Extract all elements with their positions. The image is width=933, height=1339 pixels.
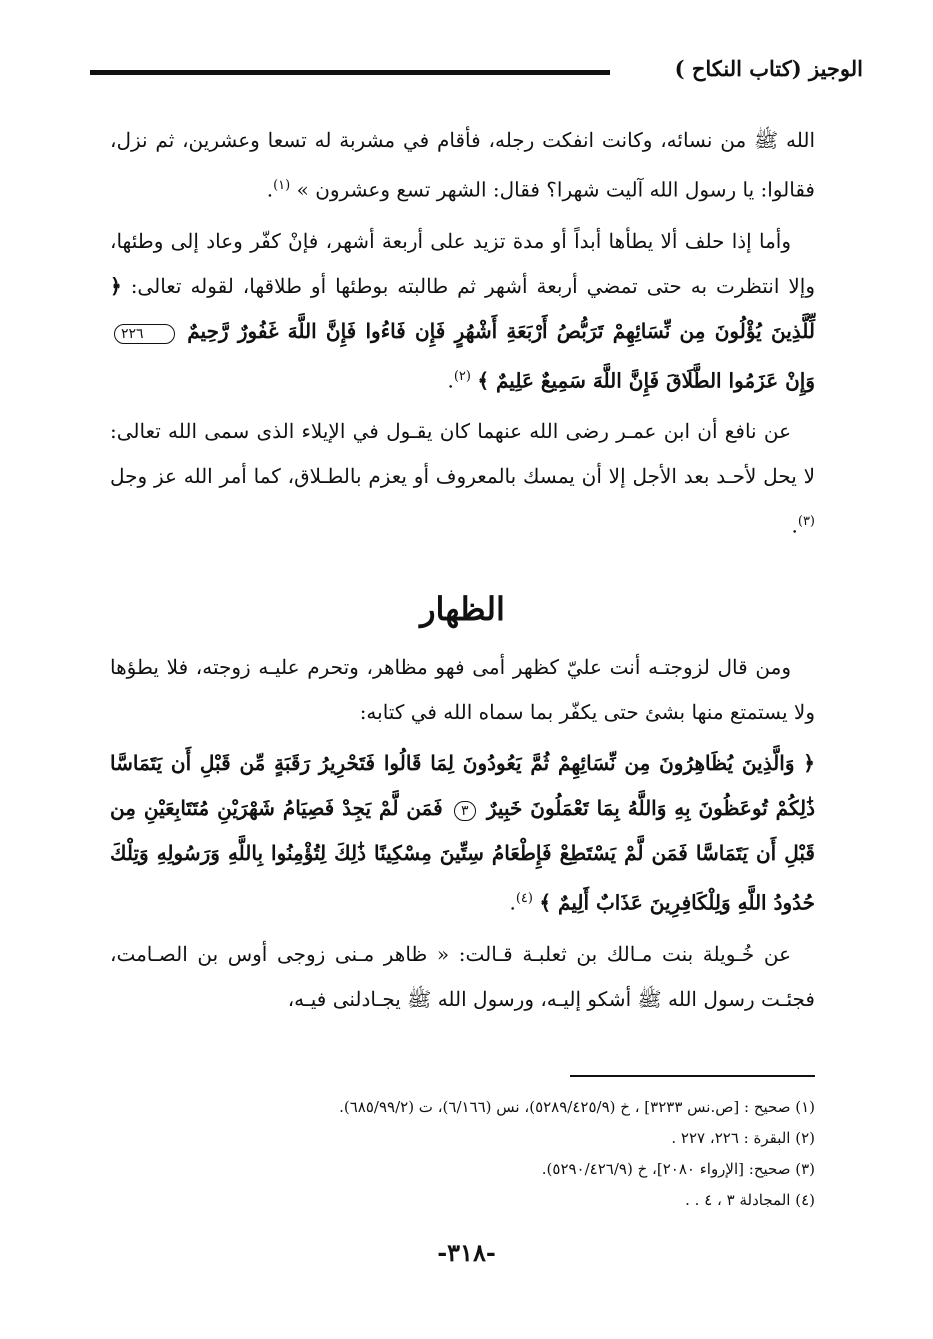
quran-verse-5-part-a: ﴿ وَالَّذِينَ يُظَاهِرُونَ مِن نِّسَائِهِمْ ثُمَّ يَعُودُونَ لِمَا قَالُوا فَتَحْرِيرُ رَقَبَةٍ مِّن قَبْلِ أَن يَتَمَاسَّا ذَٰلِكُمْ تُوعَظُونَ بِهِ وَاللَّهُ بِمَا تَعْمَلُونَ خَبِيرٌ: [110, 750, 816, 820]
footnotes: [110, 1092, 815, 1216]
paragraph-4: [110, 645, 815, 735]
footnote-ref-1: (١): [273, 178, 291, 193]
page-number: -٣١٨-: [437, 1238, 496, 1267]
running-header: [90, 52, 863, 92]
footnote-ref-3: (٣): [797, 514, 815, 530]
paragraph-3: عن نافع أن ابن عمـر رضى الله عنهما كان يقـول في الإيلاء الذى سمى الله تعالى: لا يحل لأحـد بعد الأجل إلا أن يمسك بالمعروف أو يعزم بالطـلاق، كما أمر الله عز وجل $^{(٣)}$.: [110, 419, 815, 538]
footnote-1: (١) صحيح : [ص.نس ٣٢٣٣] ، خ (٥٢٨٩/٤٢٥/٩)، نس (٦/١٦٦)، ت (٦٨٥/٩٩/٢).: [339, 1098, 815, 1116]
quran-verse-2-part-b: وَإِنْ عَزَمُوا الطَّلَاقَ فَإِنَّ اللَّهَ سَمِيعٌ عَلِيمٌ ﴾: [477, 368, 815, 393]
paragraph-6: [110, 932, 815, 1022]
footnote-ref-4: (٤): [515, 890, 533, 906]
header-title: الوجيز (كتاب النكاح ): [674, 56, 863, 81]
section-title: الظهار: [420, 589, 505, 628]
quran-verse-2-part-a: ﴿ لِّلَّذِينَ يُؤْلُونَ مِن نِّسَائِهِمْ تَرَبُّصُ أَرْبَعَةِ أَشْهُرٍ فَإِن فَاءُوا فَإِنَّ اللَّهَ غَفُورٌ رَّحِيمٌ: [110, 273, 816, 343]
header-rule: [90, 70, 610, 75]
ayah-number-3: ٣: [454, 801, 476, 821]
footnote-4: (٤) المجادلة ٣ ، ٤ . .: [685, 1191, 815, 1209]
paragraph-4-text: ومن قال لزوجتـه أنت عليّ كظهر أمى فهو مظاهر، وتحرم عليـه زوجته، فلا يطؤها ولا يستمتع منها بشئ حتى يكفّر بما سماه الله في كتابه:: [110, 654, 815, 724]
paragraph-2: وأما إذا حلف ألا يطأها أبداً أو مدة تزيد على أربعة أشهر، فإنْ كفّر وعاد إلى وطئها، وإلا انتظرت به حتى تمضي أربعة أشهر ثم طالبته بوطئها أو طلاقها، لقوله تعالى: ﴿ لِّلَّذِينَ يُؤْلُونَ مِن نِّسَائِهِمْ تَرَبُّصُ أَرْبَعَةِ أَشْهُرٍ فَإِن فَاءُوا فَإِنَّ اللَّهَ غَفُورٌ رَّحِيمٌ ٢٢٦ وَإِنْ عَزَمُوا الطَّلَاقَ فَإِنَّ اللَّهَ سَمِيعٌ عَلِيمٌ ﴾ $^{(٢)}$.: [110, 228, 816, 393]
paragraph-5: ﴿ وَالَّذِينَ يُظَاهِرُونَ مِن نِّسَائِهِمْ ثُمَّ يَعُودُونَ لِمَا قَالُوا فَتَحْرِيرُ رَقَبَةٍ مِّن قَبْلِ أَن يَتَمَاسَّا ذَٰلِكُمْ تُوعَظُونَ بِهِ وَاللَّهُ بِمَا تَعْمَلُونَ خَبِيرٌ ٣ فَمَن لَّمْ يَجِدْ فَصِيَامُ شَهْرَيْنِ مُتَتَابِعَيْنِ مِن قَبْلِ أَن يَتَمَاسَّا فَمَن لَّمْ يَسْتَطِعْ فَإِطْعَامُ سِتِّينَ مِسْكِينًا ذَٰلِكَ لِتُؤْمِنُوا بِاللَّهِ وَرَسُولِهِ وَتِلْكَ حُدُودُ اللَّهِ وَلِلْكَافِرِينَ عَذَابٌ أَلِيمٌ ﴾ $^{(٤)}$.: [110, 750, 816, 915]
quran-verse-5-part-b: فَمَن لَّمْ يَجِدْ فَصِيَامُ شَهْرَيْنِ مُتَتَابِعَيْنِ مِن قَبْلِ أَن يَتَمَاسَّا فَمَن لَّمْ يَسْتَطِعْ فَإِطْعَامُ سِتِّينَ مِسْكِينًا ذَٰلِكَ لِتُؤْمِنُوا بِاللَّهِ وَرَسُولِهِ وَتِلْكَ حُدُودُ اللَّهِ وَلِلْكَافِرِينَ عَذَابٌ أَلِيمٌ ﴾: [110, 795, 815, 915]
footnote-separator: [570, 1075, 815, 1077]
paragraph-6-text: عن خُـويلة بنت مـالك بن ثعلبـة قـالت: « ظاهر مـنى زوجى أوس بن الصـامت، فجئـت رسول الله ﷺ أشكو إليـه، ورسول الله ﷺ يجـادلنى فيـه،: [110, 941, 815, 1011]
footnote-2: (٢) البقرة : ٢٢٦، ٢٢٧ .: [671, 1129, 815, 1147]
footnote-ref-2: (٢): [453, 368, 471, 384]
main-text: [110, 118, 815, 1028]
paragraph-2-intro: وأما إذا حلف ألا يطأها أبداً أو مدة تزيد على أربعة أشهر، فإنْ كفّر وعاد إلى وطئها، وإلا انتظرت به حتى تمضي أربعة أشهر ثم طالبته بوطئها أو طلاقها، لقوله تعالى:: [110, 228, 815, 298]
footnote-3: (٣) صحيح: [الإرواء ٢٠٨٠]، خ (٥٢٩٠/٤٢٦/٩).: [541, 1160, 815, 1178]
paragraph-3-text: عن نافع أن ابن عمـر رضى الله عنهما كان يقـول في الإيلاء الذى سمى الله تعالى: لا يحل لأحـد بعد الأجل إلا أن يمسك بالمعروف أو يعزم بالطـلاق، كما أمر الله عز وجل: [110, 419, 815, 489]
ayah-number-226: ٢٢٦: [114, 324, 175, 344]
paragraph-1: الله ﷺ من نسائه، وكانت انفكت رجله، فأقام في مشربة له تسعا وعشرين، ثم نزل، فقالوا: يا رسول الله آليت شهرا؟ فقال: الشهر تسع وعشرون » $^{(١)}$.: [110, 128, 815, 202]
paragraph-1-text: الله ﷺ من نسائه، وكانت انفكت رجله، فأقام في مشربة له تسعا وعشرين، ثم نزل، فقالوا: يا رسول الله آليت شهرا؟ فقال: الشهر تسع وعشرون »: [110, 128, 815, 202]
